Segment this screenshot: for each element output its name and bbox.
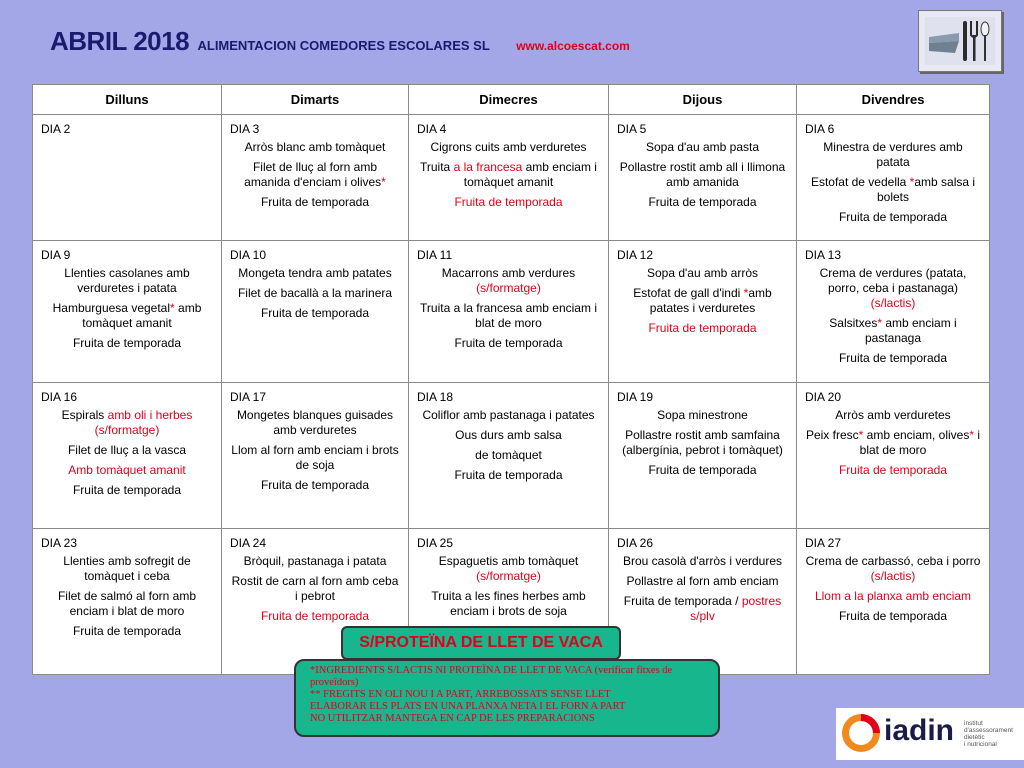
note-line: ** FREGITS EN OLI NOU I A PART, ARREBOSSATS SENSE LLET	[310, 689, 611, 700]
header-dijous: Dijous	[609, 85, 797, 115]
dish-text: Fruita de temporada	[838, 463, 948, 477]
dish-text: *	[877, 316, 882, 330]
week-row	[33, 241, 990, 383]
dish-line	[805, 140, 981, 170]
day-number: DIA 9	[41, 248, 71, 262]
day-cell	[33, 529, 222, 675]
iadin-logo-icon	[840, 712, 882, 754]
dish-line	[417, 448, 600, 463]
day-cell	[33, 115, 222, 241]
day-number: DIA 20	[805, 390, 842, 404]
day-cell	[409, 115, 609, 241]
dish-line	[805, 175, 981, 205]
dish-text: Fruita de temporada	[648, 321, 757, 335]
dish-line	[805, 589, 981, 604]
dish-line	[41, 624, 213, 639]
dish-line	[230, 554, 400, 569]
day-cell	[222, 241, 409, 383]
dish-text: Filet de lluç a la vasca	[67, 443, 187, 457]
dish-line	[41, 483, 213, 498]
dish-line	[41, 589, 213, 619]
header-dilluns: Dilluns	[33, 85, 222, 115]
dish-text: Pollastre rostit amb samfaina (albergínia, pebrot i tomàquet)	[622, 428, 783, 457]
dish-line	[617, 408, 788, 423]
dish-text: Fruita de temporada	[260, 195, 370, 209]
dish-line	[617, 428, 788, 458]
dish-text: Fruita de temporada	[260, 609, 370, 623]
dish-text: Fruita de temporada	[838, 351, 948, 365]
dish-line	[617, 286, 788, 316]
day-number: DIA 13	[805, 248, 842, 262]
dish-line	[617, 574, 788, 589]
dish-text: Mongeta tendra amb patates	[238, 266, 392, 280]
menu-table	[32, 84, 990, 675]
dish-line	[230, 286, 400, 301]
day-cell	[609, 383, 797, 529]
header-dimecres: Dimecres	[409, 85, 609, 115]
dish-text: Amb tomàquet amanit	[68, 463, 186, 477]
dish-line	[230, 609, 400, 624]
dish-text: Fruita de temporada	[260, 478, 370, 492]
dish-text: *	[170, 301, 175, 315]
dish-line	[417, 554, 600, 584]
dish-text: (s/formatge)	[476, 569, 541, 583]
dish-text: Hamburguesa vegetal	[52, 301, 171, 315]
dish-text: Truita a les fines herbes amb enciam i brots de soja	[431, 589, 586, 618]
dish-line	[805, 408, 981, 423]
dish-text: Ous durs amb salsa	[455, 428, 562, 442]
dish-text: Fruita de temporada	[72, 624, 182, 638]
dish-line	[805, 463, 981, 478]
day-number: DIA 5	[617, 122, 647, 136]
dish-text: Truita a la francesa amb enciam i blat de moro	[420, 301, 597, 330]
dish-text: (s/lactis)	[870, 296, 916, 310]
dish-text: amb oli i herbes (s/formatge)	[94, 408, 193, 437]
dish-text: Peix fresc	[805, 428, 859, 442]
day-number: DIA 27	[805, 536, 842, 550]
day-cell	[797, 241, 990, 383]
day-cell	[33, 383, 222, 529]
dish-text: Estofat de vedella	[810, 175, 910, 189]
dish-line	[230, 306, 400, 321]
dish-text: amb enciam, olives	[863, 428, 970, 442]
dish-text: Fruita de temporada	[72, 483, 182, 497]
note-line: *INGREDIENTS S/LACTIS NI PROTEÏNA DE LLET DE VACA (verificar fitxes de proveïdors)	[310, 665, 673, 688]
dish-line	[417, 468, 600, 483]
dish-text: Fruita de temporada	[648, 195, 757, 209]
dish-text: Fruita de temporada	[838, 210, 948, 224]
dish-text: Pollastre rostit amb all i llimona amb amanida	[619, 160, 786, 189]
dish-line	[417, 266, 600, 296]
dish-text: (s/formatge)	[476, 281, 541, 295]
dish-text: *	[381, 175, 386, 189]
dish-text: Bròquil, pastanaga i patata	[243, 554, 387, 568]
dish-line	[230, 574, 400, 604]
dish-line	[417, 160, 600, 190]
dish-line	[805, 351, 981, 366]
dish-text: Llenties casolanes amb verduretes i patata	[64, 266, 190, 295]
dish-line	[617, 160, 788, 190]
dish-text: Crema de verdures (patata, porro, ceba i pastanaga)	[819, 266, 967, 295]
dish-line	[805, 210, 981, 225]
dish-line	[805, 554, 981, 584]
dish-line	[805, 266, 981, 311]
day-cell	[797, 383, 990, 529]
dish-text: Cigrons cuits amb verduretes	[430, 140, 587, 154]
dish-text: Crema de carbassó, ceba i porro	[805, 554, 981, 568]
dish-text: Fruita de temporada	[454, 336, 563, 350]
dish-text: amb enciam i pastanaga	[864, 316, 957, 345]
allergen-notes	[294, 659, 720, 737]
day-cell	[609, 241, 797, 383]
dish-line	[617, 195, 788, 210]
dish-line	[417, 408, 600, 423]
iadin-logo	[836, 708, 1024, 760]
day-number: DIA 4	[417, 122, 447, 136]
dish-text: a la francesa	[453, 160, 523, 174]
dish-text: amb tomàquet amanit	[82, 301, 202, 330]
dish-text: i blat de moro	[859, 428, 981, 457]
dish-text: (s/lactis)	[870, 569, 916, 583]
dish-text: Fruita de temporada	[260, 306, 370, 320]
weekday-header-row	[33, 85, 990, 115]
title-company: ALIMENTACION COMEDORES ESCOLARES SL	[197, 38, 490, 53]
dish-line	[230, 408, 400, 438]
dish-line	[417, 301, 600, 331]
day-cell	[33, 241, 222, 383]
dish-line	[417, 589, 600, 619]
day-cell	[797, 115, 990, 241]
dish-line	[417, 140, 600, 155]
dish-line	[41, 554, 213, 584]
title-month: ABRIL 2018	[50, 26, 190, 56]
header-divendres: Divendres	[797, 85, 990, 115]
day-number: DIA 23	[41, 536, 78, 550]
dish-text: Pollastre al forn amb enciam	[626, 574, 779, 588]
dish-text: Espirals	[61, 408, 108, 422]
dish-line	[617, 266, 788, 281]
dish-text: *	[858, 428, 864, 442]
dish-line	[617, 554, 788, 569]
dish-text: Mongetes blanques guisades amb verduretes	[236, 408, 394, 437]
dish-text: Filet de lluç al forn amb amanida d'enciam i olives	[244, 160, 382, 189]
dairy-free-banner: S/PROTEÏNA DE LLET DE VACA	[341, 626, 621, 660]
day-number: DIA 17	[230, 390, 267, 404]
dish-line	[41, 443, 213, 458]
dish-text: Filet de bacallà a la marinera	[237, 286, 393, 300]
dish-line	[617, 594, 788, 624]
dish-text: Arròs amb verduretes	[835, 408, 951, 422]
dish-text: Sopa d'au amb arròs	[646, 266, 759, 280]
dish-text: Fruita de temporada	[454, 195, 563, 209]
dish-text: Sopa minestrone	[657, 408, 748, 422]
dish-line	[805, 609, 981, 624]
day-number: DIA 6	[805, 122, 835, 136]
dish-line	[230, 478, 400, 493]
header-dimarts: Dimarts	[222, 85, 409, 115]
dish-line	[617, 140, 788, 155]
website-link[interactable]: www.alcoescat.com	[516, 39, 630, 53]
dish-text: amb salsa i bolets	[876, 175, 976, 204]
week-row	[33, 115, 990, 241]
dish-line	[41, 463, 213, 478]
dish-text: Brou casolà d'arròs i verdures	[622, 554, 783, 568]
dish-text: Llom al forn amb enciam i brots de soja	[231, 443, 399, 472]
page-title	[50, 26, 630, 57]
day-number: DIA 10	[230, 248, 267, 262]
day-number: DIA 11	[417, 248, 453, 262]
dish-line	[617, 321, 788, 336]
dish-line	[230, 140, 400, 155]
day-number: DIA 25	[417, 536, 454, 550]
day-number: DIA 16	[41, 390, 78, 404]
day-number: DIA 18	[417, 390, 454, 404]
dish-line	[41, 336, 213, 351]
day-cell	[609, 529, 797, 675]
dish-text: Llenties amb sofregit de tomàquet i ceba	[63, 554, 191, 583]
dish-text: Minestra de verdures amb patata	[823, 140, 963, 169]
iadin-tagline: institut d'assessorament dietètic i nutricional	[964, 720, 1013, 748]
dish-line	[230, 266, 400, 281]
dish-text: amb patates i verduretes	[649, 286, 772, 315]
dish-text: Llom a la planxa amb enciam	[814, 589, 972, 603]
day-number: DIA 12	[617, 248, 654, 262]
dish-line	[805, 428, 981, 458]
day-cell	[222, 115, 409, 241]
day-cell	[409, 241, 609, 383]
dish-line	[41, 266, 213, 296]
dish-text: Fruita de temporada /	[623, 594, 742, 608]
dish-line	[617, 463, 788, 478]
dish-text: Estofat de gall d'indi	[633, 286, 744, 300]
day-number: DIA 24	[230, 536, 267, 550]
dish-text: Fruita de temporada	[454, 468, 563, 482]
dish-text: Sopa d'au amb pasta	[645, 140, 760, 154]
cutlery-logo-icon	[918, 10, 1002, 72]
dish-text: *	[909, 175, 915, 189]
iadin-wordmark: iadin	[884, 714, 955, 747]
day-cell	[797, 529, 990, 675]
dish-line	[805, 316, 981, 346]
week-row	[33, 383, 990, 529]
dish-text: Truita	[420, 160, 454, 174]
dish-text: postres s/plv	[690, 594, 782, 623]
dish-text: *	[969, 428, 975, 442]
day-cell	[409, 383, 609, 529]
dish-line	[230, 443, 400, 473]
dish-text: Fruita de temporada	[648, 463, 757, 477]
dish-line	[417, 195, 600, 210]
dish-line	[41, 408, 213, 438]
dish-text: Coliflor amb pastanaga i patates	[422, 408, 595, 422]
dish-text: Rostit de carn al forn amb ceba i pebrot	[231, 574, 399, 603]
day-number: DIA 3	[230, 122, 260, 136]
dish-text: Arròs blanc amb tomàquet	[244, 140, 386, 154]
dish-text: Fruita de temporada	[838, 609, 948, 623]
dish-text: Filet de salmó al forn amb enciam i blat de moro	[57, 589, 197, 618]
dish-line	[230, 160, 400, 190]
dish-line	[417, 336, 600, 351]
day-number: DIA 26	[617, 536, 654, 550]
day-number: DIA 2	[41, 122, 71, 136]
note-line: NO UTILITZAR MANTEGA EN CAP DE LES PREPARACIONS	[310, 713, 595, 724]
day-number: DIA 19	[617, 390, 654, 404]
dish-text: de tomàquet	[475, 448, 542, 462]
day-cell	[609, 115, 797, 241]
dish-text: amb enciam i tomàquet amanit	[463, 160, 597, 189]
dish-line	[230, 195, 400, 210]
dish-text: Macarrons amb verdures	[441, 266, 576, 280]
dish-text: Espaguetis amb tomàquet	[438, 554, 579, 568]
dish-text: *	[743, 286, 749, 300]
dish-text: Fruita de temporada	[72, 336, 182, 350]
day-cell	[222, 383, 409, 529]
dish-line	[41, 301, 213, 331]
dish-text: Salsitxes	[829, 316, 878, 330]
note-line: ELABORAR ELS PLATS EN UNA PLANXA NETA I EL FORN A PART	[310, 701, 626, 712]
dish-line	[417, 428, 600, 443]
